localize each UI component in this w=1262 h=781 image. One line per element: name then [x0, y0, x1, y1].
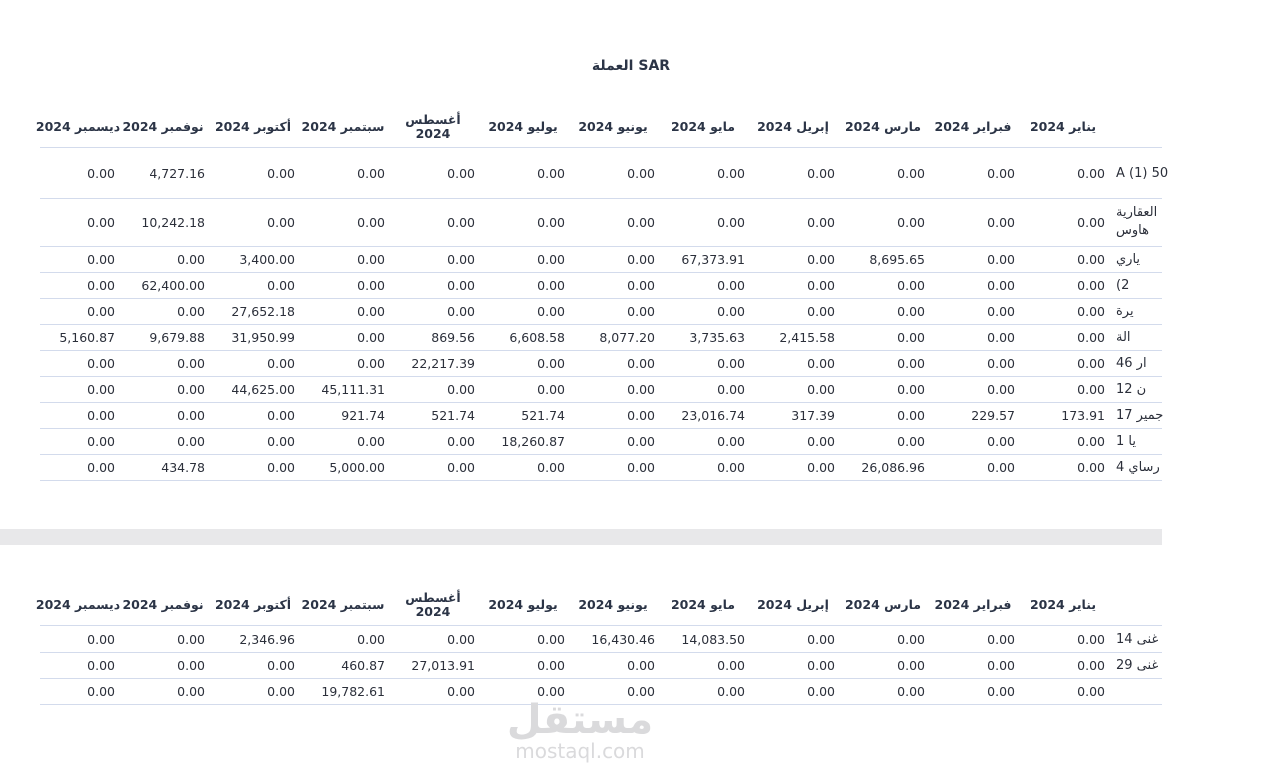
value-cell: 173.91	[1061, 407, 1105, 423]
value-cell: 0.00	[1077, 433, 1105, 449]
value-cell: 0.00	[357, 329, 385, 345]
table-row	[40, 626, 1162, 653]
value-cell: 0.00	[627, 381, 655, 397]
value-cell: 0.00	[447, 165, 475, 181]
value-cell: 0.00	[987, 683, 1015, 699]
table-row	[40, 402, 1162, 429]
value-cell: 0.00	[897, 303, 925, 319]
value-cell: 0.00	[627, 355, 655, 371]
row-label: يرة	[1116, 303, 1134, 319]
value-cell: 0.00	[177, 657, 205, 673]
value-cell: 0.00	[717, 433, 745, 449]
value-cell: 0.00	[267, 433, 295, 449]
value-cell: 0.00	[1077, 303, 1105, 319]
row-label	[1116, 678, 1162, 704]
value-cell: 0.00	[357, 214, 385, 230]
value-cell: 0.00	[897, 381, 925, 397]
column-header: نوفمبر 2024	[122, 596, 204, 612]
value-cell: 0.00	[1077, 277, 1105, 293]
value-cell: 0.00	[807, 381, 835, 397]
value-cell: 23,016.74	[681, 407, 745, 423]
value-cell: 3,400.00	[239, 251, 295, 267]
value-cell: 0.00	[897, 355, 925, 371]
column-header: ديسمبر 2024	[35, 118, 121, 134]
value-cell: 0.00	[537, 683, 565, 699]
value-cell: 2,346.96	[239, 631, 295, 647]
value-cell: 0.00	[1077, 165, 1105, 181]
value-cell: 0.00	[987, 251, 1015, 267]
row-label: جمير 17	[1116, 407, 1164, 423]
value-cell: 0.00	[87, 355, 115, 371]
value-cell: 22,217.39	[411, 355, 475, 371]
value-cell: 0.00	[717, 355, 745, 371]
value-cell: 0.00	[537, 165, 565, 181]
value-cell: 0.00	[717, 657, 745, 673]
value-cell: 460.87	[341, 657, 385, 673]
table-row	[40, 454, 1162, 481]
table-header-row	[35, 583, 1162, 626]
column-header: يونيو 2024	[578, 118, 648, 134]
value-cell: 521.74	[521, 407, 565, 423]
value-cell: 0.00	[447, 459, 475, 475]
value-cell: 9,679.88	[149, 329, 205, 345]
value-cell: 0.00	[537, 277, 565, 293]
value-cell: 0.00	[1077, 459, 1105, 475]
value-cell: 0.00	[897, 433, 925, 449]
column-header: إبريل 2024	[757, 596, 829, 612]
value-cell: 0.00	[1077, 355, 1105, 371]
row-label: الة	[1116, 329, 1131, 345]
value-cell: 0.00	[717, 214, 745, 230]
value-cell: 26,086.96	[861, 459, 925, 475]
value-cell: 0.00	[87, 303, 115, 319]
value-cell: 0.00	[537, 355, 565, 371]
column-header: يناير 2024	[1029, 596, 1097, 612]
value-cell: 0.00	[87, 433, 115, 449]
table-row	[40, 652, 1162, 679]
row-label: رساي 4	[1116, 459, 1160, 475]
value-cell: 3,735.63	[689, 329, 745, 345]
value-cell: 0.00	[987, 165, 1015, 181]
value-cell: 0.00	[897, 214, 925, 230]
value-cell: 0.00	[1077, 214, 1105, 230]
table-row	[40, 428, 1162, 455]
column-header: مايو 2024	[670, 118, 736, 134]
column-header: ديسمبر 2024	[35, 596, 121, 612]
value-cell: 0.00	[177, 683, 205, 699]
value-cell: 0.00	[807, 214, 835, 230]
value-cell: 0.00	[447, 433, 475, 449]
value-cell: 0.00	[987, 631, 1015, 647]
row-label: يا 1	[1116, 433, 1136, 449]
value-cell: 0.00	[717, 381, 745, 397]
value-cell: 0.00	[537, 657, 565, 673]
value-cell: 0.00	[1077, 631, 1105, 647]
value-cell: 0.00	[267, 165, 295, 181]
value-cell: 0.00	[807, 303, 835, 319]
value-cell: 0.00	[267, 459, 295, 475]
value-cell: 0.00	[87, 631, 115, 647]
value-cell: 0.00	[447, 277, 475, 293]
value-cell: 0.00	[807, 355, 835, 371]
column-header: مايو 2024	[670, 596, 736, 612]
row-label: A (1) 50	[1116, 165, 1169, 181]
value-cell: 4,727.16	[149, 165, 205, 181]
value-cell: 0.00	[87, 251, 115, 267]
value-cell: 0.00	[627, 303, 655, 319]
column-header: أكتوبر 2024	[214, 596, 292, 612]
value-cell: 0.00	[447, 214, 475, 230]
value-cell: 0.00	[1077, 329, 1105, 345]
value-cell: 0.00	[87, 459, 115, 475]
value-cell: 0.00	[897, 277, 925, 293]
value-cell: 0.00	[447, 381, 475, 397]
value-cell: 0.00	[87, 683, 115, 699]
value-cell: 0.00	[267, 407, 295, 423]
value-cell: 434.78	[161, 459, 205, 475]
value-cell: 0.00	[627, 683, 655, 699]
row-label: ياري	[1116, 251, 1141, 267]
column-header: سبتمبر 2024	[301, 596, 385, 612]
value-cell: 0.00	[87, 407, 115, 423]
value-cell: 0.00	[537, 631, 565, 647]
value-cell: 0.00	[627, 433, 655, 449]
value-cell: 0.00	[177, 355, 205, 371]
value-cell: 0.00	[807, 657, 835, 673]
value-cell: 0.00	[177, 407, 205, 423]
table-row	[40, 148, 1169, 199]
value-cell: 0.00	[87, 214, 115, 230]
value-cell: 0.00	[717, 303, 745, 319]
column-header: مارس 2024	[844, 118, 922, 134]
watermark-latin: mostaql.com	[515, 739, 645, 763]
row-label: ن 12	[1116, 381, 1147, 397]
value-cell: 0.00	[807, 631, 835, 647]
value-cell: 0.00	[1077, 381, 1105, 397]
value-cell: 0.00	[1077, 657, 1105, 673]
value-cell: 0.00	[357, 433, 385, 449]
column-header: يوليو 2024	[488, 118, 558, 134]
value-cell: 16,430.46	[591, 631, 655, 647]
value-cell: 0.00	[447, 251, 475, 267]
value-cell: 27,013.91	[411, 657, 475, 673]
value-cell: 0.00	[987, 303, 1015, 319]
value-cell: 0.00	[897, 165, 925, 181]
value-cell: 0.00	[897, 631, 925, 647]
column-header: مارس 2024	[844, 596, 922, 612]
value-cell: 0.00	[447, 683, 475, 699]
column-header: فبراير 2024	[934, 596, 1012, 612]
column-header: إبريل 2024	[757, 118, 829, 134]
table-header-row	[35, 105, 1162, 148]
value-cell: 0.00	[537, 381, 565, 397]
value-cell: 0.00	[897, 407, 925, 423]
value-cell: 0.00	[87, 657, 115, 673]
value-cell: 0.00	[447, 303, 475, 319]
column-header: يناير 2024	[1029, 118, 1097, 134]
value-cell: 0.00	[807, 277, 835, 293]
value-cell: 0.00	[627, 407, 655, 423]
watermark-logo	[505, 697, 655, 763]
value-cell: 0.00	[177, 381, 205, 397]
value-cell: 0.00	[717, 277, 745, 293]
value-cell: 5,000.00	[329, 459, 385, 475]
value-cell: 0.00	[177, 251, 205, 267]
value-cell: 0.00	[627, 657, 655, 673]
table-row	[40, 272, 1162, 299]
row-label: (2	[1116, 277, 1130, 293]
value-cell: 44,625.00	[231, 381, 295, 397]
column-header: فبراير 2024	[934, 118, 1012, 134]
table-row	[40, 198, 1162, 247]
value-cell: 0.00	[987, 277, 1015, 293]
table-row	[40, 350, 1162, 377]
value-cell: 18,260.87	[501, 433, 565, 449]
value-cell: 27,652.18	[231, 303, 295, 319]
value-cell: 8,077.20	[599, 329, 655, 345]
value-cell: 0.00	[987, 214, 1015, 230]
column-header: يونيو 2024	[578, 596, 648, 612]
value-cell: 0.00	[807, 459, 835, 475]
value-cell: 0.00	[537, 303, 565, 319]
value-cell: 0.00	[267, 214, 295, 230]
table-row	[40, 376, 1162, 403]
value-cell: 0.00	[897, 329, 925, 345]
value-cell: 6,608.58	[509, 329, 565, 345]
column-header: يوليو 2024	[488, 596, 558, 612]
value-cell: 0.00	[987, 355, 1015, 371]
value-cell: 0.00	[987, 381, 1015, 397]
value-cell: 0.00	[177, 303, 205, 319]
value-cell: 869.56	[431, 329, 475, 345]
value-cell: 0.00	[87, 165, 115, 181]
value-cell: 0.00	[357, 165, 385, 181]
value-cell: 0.00	[537, 459, 565, 475]
table-row	[40, 324, 1162, 351]
row-label: غنى 29	[1116, 657, 1159, 673]
column-header: أكتوبر 2024	[214, 118, 292, 134]
value-cell: 0.00	[987, 459, 1015, 475]
value-cell: 0.00	[807, 165, 835, 181]
column-header: أغسطس 2024	[405, 589, 461, 619]
table-row	[40, 298, 1162, 325]
table-row	[40, 246, 1162, 273]
value-cell: 0.00	[537, 251, 565, 267]
value-cell: 521.74	[431, 407, 475, 423]
value-cell: 0.00	[177, 433, 205, 449]
value-cell: 0.00	[717, 459, 745, 475]
value-cell: 0.00	[267, 355, 295, 371]
value-cell: 0.00	[177, 631, 205, 647]
value-cell: 5,160.87	[59, 329, 115, 345]
value-cell: 31,950.99	[231, 329, 295, 345]
value-cell: 0.00	[627, 165, 655, 181]
value-cell: 0.00	[447, 631, 475, 647]
value-cell: 0.00	[1077, 683, 1105, 699]
column-header: أغسطس 2024	[405, 111, 461, 141]
value-cell: 67,373.91	[681, 251, 745, 267]
value-cell: 229.57	[971, 407, 1015, 423]
row-label: ار 46	[1116, 355, 1147, 371]
value-cell: 0.00	[987, 433, 1015, 449]
row-label: العقارية هاوس	[1116, 205, 1158, 238]
value-cell: 0.00	[627, 459, 655, 475]
value-cell: 0.00	[267, 657, 295, 673]
value-cell: 2,415.58	[779, 329, 835, 345]
value-cell: 8,695.65	[869, 251, 925, 267]
value-cell: 0.00	[537, 214, 565, 230]
value-cell: 0.00	[987, 657, 1015, 673]
value-cell: 0.00	[357, 303, 385, 319]
value-cell: 0.00	[87, 277, 115, 293]
value-cell: 10,242.18	[141, 214, 205, 230]
value-cell: 317.39	[791, 407, 835, 423]
row-label: غنى 14	[1116, 631, 1159, 647]
value-cell: 0.00	[627, 277, 655, 293]
watermark-arabic: مستقل	[506, 697, 654, 743]
value-cell: 0.00	[807, 683, 835, 699]
value-cell: 0.00	[357, 277, 385, 293]
value-cell: 19,782.61	[321, 683, 385, 699]
value-cell: 0.00	[627, 214, 655, 230]
value-cell: 0.00	[897, 657, 925, 673]
value-cell: 0.00	[267, 683, 295, 699]
value-cell: 45,111.31	[321, 381, 385, 397]
value-cell: 0.00	[1077, 251, 1105, 267]
column-header: نوفمبر 2024	[122, 118, 204, 134]
value-cell: 0.00	[357, 251, 385, 267]
value-cell: 0.00	[807, 433, 835, 449]
value-cell: 0.00	[357, 631, 385, 647]
value-cell: 0.00	[357, 355, 385, 371]
value-cell: 0.00	[987, 329, 1015, 345]
section-separator	[0, 529, 1162, 545]
value-cell: 0.00	[897, 683, 925, 699]
value-cell: 0.00	[627, 251, 655, 267]
currency-title: العملة SAR	[591, 58, 671, 74]
value-cell: 0.00	[807, 251, 835, 267]
value-cell: 0.00	[267, 277, 295, 293]
value-cell: 0.00	[717, 165, 745, 181]
value-cell: 0.00	[717, 683, 745, 699]
value-cell: 921.74	[341, 407, 385, 423]
value-cell: 62,400.00	[141, 277, 205, 293]
value-cell: 14,083.50	[681, 631, 745, 647]
column-header: سبتمبر 2024	[301, 118, 385, 134]
value-cell: 0.00	[87, 381, 115, 397]
